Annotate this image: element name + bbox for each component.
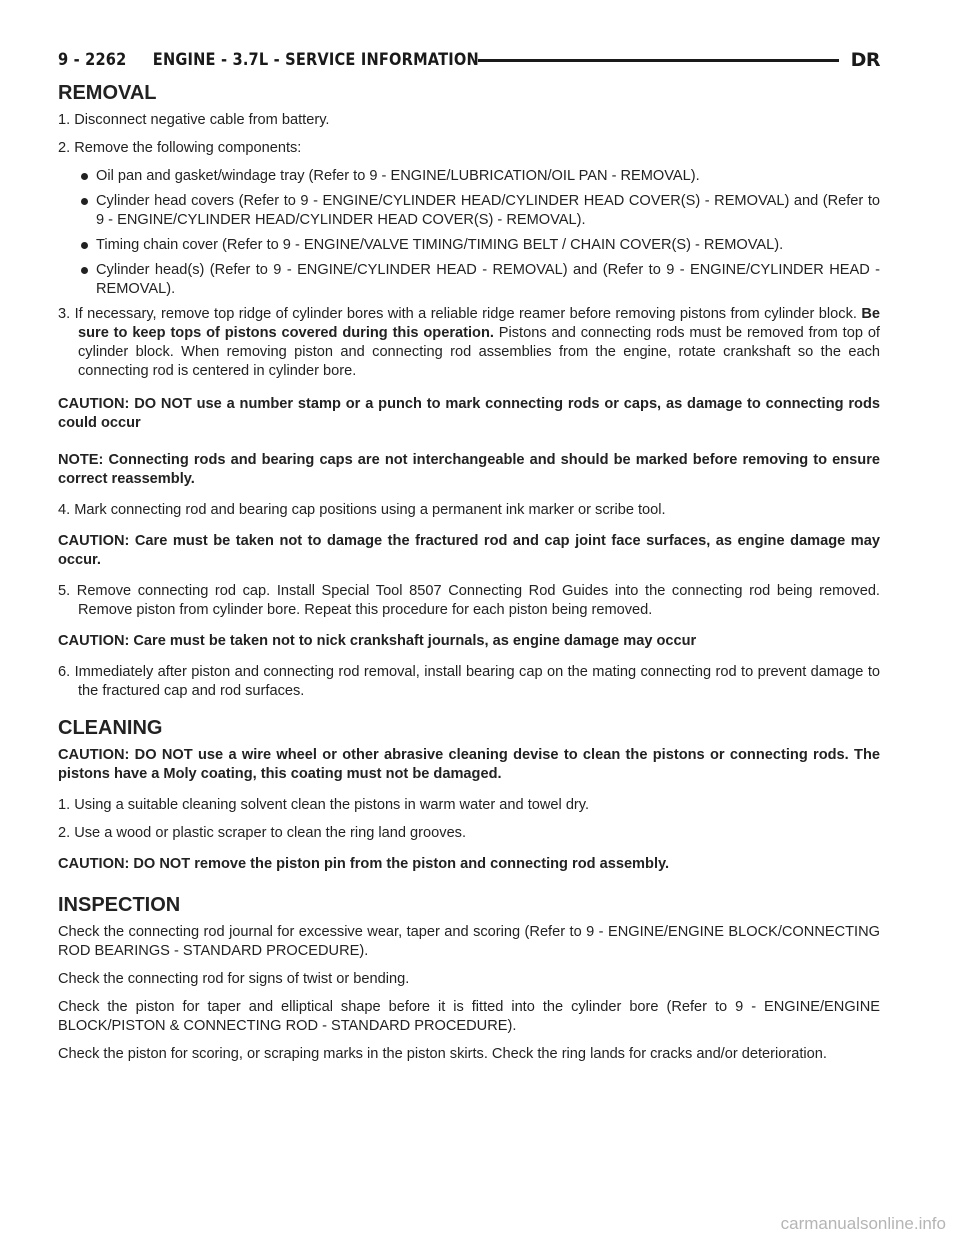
header-rule — [478, 59, 839, 62]
inspection-paragraph-3: Check the piston for taper and elliptical shape before it is fitted into the cylinder bore (Refer to 9 - ENGINE/ENGINE BLOCK/PISTON & CONNECTING ROD - STANDARD PROCEDURE). — [58, 999, 880, 1034]
list-item: Timing chain cover (Refer to 9 - ENGINE/VALVE TIMING/TIMING BELT / CHAIN COVER(S) - REMOVAL). — [58, 236, 880, 255]
removal-step-3-emphasis: Be sure to keep tops of pistons covered during this operation. — [78, 306, 880, 341]
list-item: Oil pan and gasket/windage tray (Refer to 9 - ENGINE/LUBRICATION/OIL PAN - REMOVAL). — [58, 167, 880, 186]
removal-component-list — [58, 167, 880, 299]
removal-section — [58, 84, 880, 701]
cleaning-heading: CLEANING — [58, 717, 163, 739]
removal-step-5: 5. Remove connecting rod cap. Install Special Tool 8507 Connecting Rod Guides into the connecting rod being removed. Remove piston from cylinder bore. Repeat this procedure for each piston being removed. — [58, 583, 880, 618]
inspection-paragraph-2: Check the connecting rod for signs of twist or bending. — [58, 971, 410, 987]
inspection-section — [58, 896, 880, 1064]
removal-note-interchangeable: NOTE: Connecting rods and bearing caps are not interchangeable and should be marked before removing to ensure correct reassembly. — [58, 452, 880, 487]
removal-step-6: 6. Immediately after piston and connecting rod removal, install bearing cap on the mating connecting rod to prevent damage to the fractured cap and rod surfaces. — [58, 664, 880, 699]
document-body — [58, 84, 880, 1073]
header-model-code: DR — [850, 49, 880, 71]
removal-step-1: 1. Disconnect negative cable from battery. — [58, 112, 330, 128]
removal-step-3-text-b: Pistons and connecting rods must be removed from top of cylinder block. When removing piston and connecting rod assemblies from the engine, rotate crankshaft so the each connecting rod is centered in cylinder bore. — [78, 325, 880, 379]
page-header — [58, 48, 880, 72]
header-title: 9 - 2262 ENGINE - 3.7L - SERVICE INFORMATION — [58, 50, 479, 70]
cleaning-caution-piston-pin: CAUTION: DO NOT remove the piston pin from the piston and connecting rod assembly. — [58, 856, 670, 872]
cleaning-caution-wire-wheel: CAUTION: DO NOT use a wire wheel or other abrasive cleaning devise to clean the pistons or connecting rods. The pistons have a Moly coating, this coating must not be damaged. — [58, 747, 880, 782]
cleaning-section — [58, 719, 880, 874]
removal-heading: REMOVAL — [58, 82, 157, 104]
inspection-paragraph-4: Check the piston for scoring, or scraping marks in the piston skirts. Check the ring lands for cracks and/or deterioration. — [58, 1046, 827, 1062]
removal-caution-stamp: CAUTION: DO NOT use a number stamp or a punch to mark connecting rods or caps, as damage to connecting rods could occur — [58, 396, 880, 431]
cleaning-step-2: 2. Use a wood or plastic scraper to clean the ring land grooves. — [58, 825, 467, 841]
removal-caution-joint-face: CAUTION: Care must be taken not to damage the fractured rod and cap joint face surfaces, as engine damage may occur. — [58, 533, 880, 568]
watermark-text: carmanualsonline.info — [780, 1214, 946, 1233]
removal-caution-journals: CAUTION: Care must be taken not to nick crankshaft journals, as engine damage may occur — [58, 633, 697, 649]
list-item: Cylinder head(s) (Refer to 9 - ENGINE/CYLINDER HEAD - REMOVAL) and (Refer to 9 - ENGINE/CYLINDER HEAD - REMOVAL). — [58, 261, 880, 299]
removal-step-3-text-a: 3. If necessary, remove top ridge of cylinder bores with a reliable ridge reamer before removing pistons from cylinder block. — [58, 306, 862, 322]
cleaning-step-1: 1. Using a suitable cleaning solvent clean the pistons in warm water and towel dry. — [58, 797, 590, 813]
inspection-heading: INSPECTION — [58, 894, 181, 916]
removal-step-3 — [58, 305, 880, 381]
inspection-paragraph-1: Check the connecting rod journal for excessive wear, taper and scoring (Refer to 9 - ENGINE/ENGINE BLOCK/CONNECTING ROD BEARINGS - STANDARD PROCEDURE). — [58, 924, 880, 959]
removal-step-2: 2. Remove the following components: — [58, 140, 302, 156]
removal-step-4: 4. Mark connecting rod and bearing cap positions using a permanent ink marker or scribe tool. — [58, 502, 666, 518]
list-item: Cylinder head covers (Refer to 9 - ENGINE/CYLINDER HEAD/CYLINDER HEAD COVER(S) - REMOVAL) and (Refer to 9 - ENGINE/CYLINDER HEAD/CYLINDER HEAD COVER(S) - REMOVAL). — [58, 192, 880, 230]
